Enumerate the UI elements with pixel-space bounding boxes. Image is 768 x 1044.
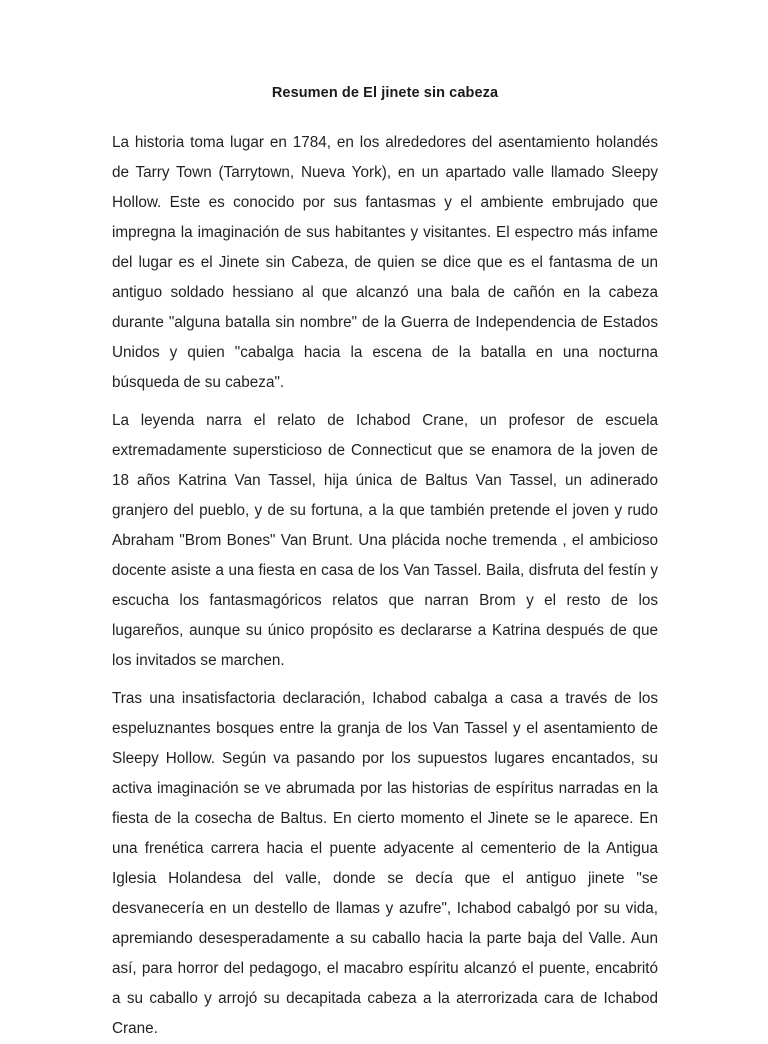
document-body <box>112 82 658 1044</box>
paragraph-1: La historia toma lugar en 1784, en los alrededores del asentamiento holandés de Tarry Town (Tarrytown, Nueva York), en un apartado valle llamado Sleepy Hollow. Este es conocido por sus fantasmas y el ambiente embrujado que impregna la imaginación de sus habitantes y visitantes. El espectro más infame del lugar es el Jinete sin Cabeza, de quien se dice que es el fantasma de un antiguo soldado hessiano al que alcanzó una bala de cañón en la cabeza durante "alguna batalla sin nombre" de la Guerra de Independencia de Estados Unidos y quien "cabalga hacia la escena de la batalla en una nocturna búsqueda de su cabeza". <box>112 134 658 391</box>
page-title: Resumen de El jinete sin cabeza <box>271 85 499 101</box>
paragraph-3: Tras una insatisfactoria declaración, Ichabod cabalga a casa a través de los espeluznantes bosques entre la granja de los Van Tassel y el asentamiento de Sleepy Hollow. Según va pasando por los supuestos lugares encantados, su activa imaginación se ve abrumada por las historias de espíritus narradas en la fiesta de la cosecha de Baltus. En cierto momento el Jinete se le aparece. En una frenética carrera hacia el puente adyacente al cementerio de la Antigua Iglesia Holandesa del valle, donde se decía que el antiguo jinete "se desvanecería en un destello de llamas y azufre", Ichabod cabalgó por su vida, apremiando desesperadamente a su caballo hacia la parte baja del Valle. Aun así, para horror del pedagogo, el macabro espíritu alcanzó el puente, encabritó a su caballo y arrojó su decapitada cabeza a la aterrorizada cara de Ichabod Crane. <box>112 690 658 1037</box>
paragraph-2: La leyenda narra el relato de Ichabod Crane, un profesor de escuela extremadamente supersticioso de Connecticut que se enamora de la joven de 18 años Katrina Van Tassel, hija única de Baltus Van Tassel, un adinerado granjero del pueblo, y de su fortuna, a la que también pretende el joven y rudo Abraham "Brom Bones" Van Brunt. Una plácida noche tremenda , el ambicioso docente asiste a una fiesta en casa de los Van Tassel. Baila, disfruta del festín y escucha los fantasmagóricos relatos que narran Brom y el resto de los lugareños, aunque su único propósito es declararse a Katrina después de que los invitados se marchen. <box>112 412 658 669</box>
